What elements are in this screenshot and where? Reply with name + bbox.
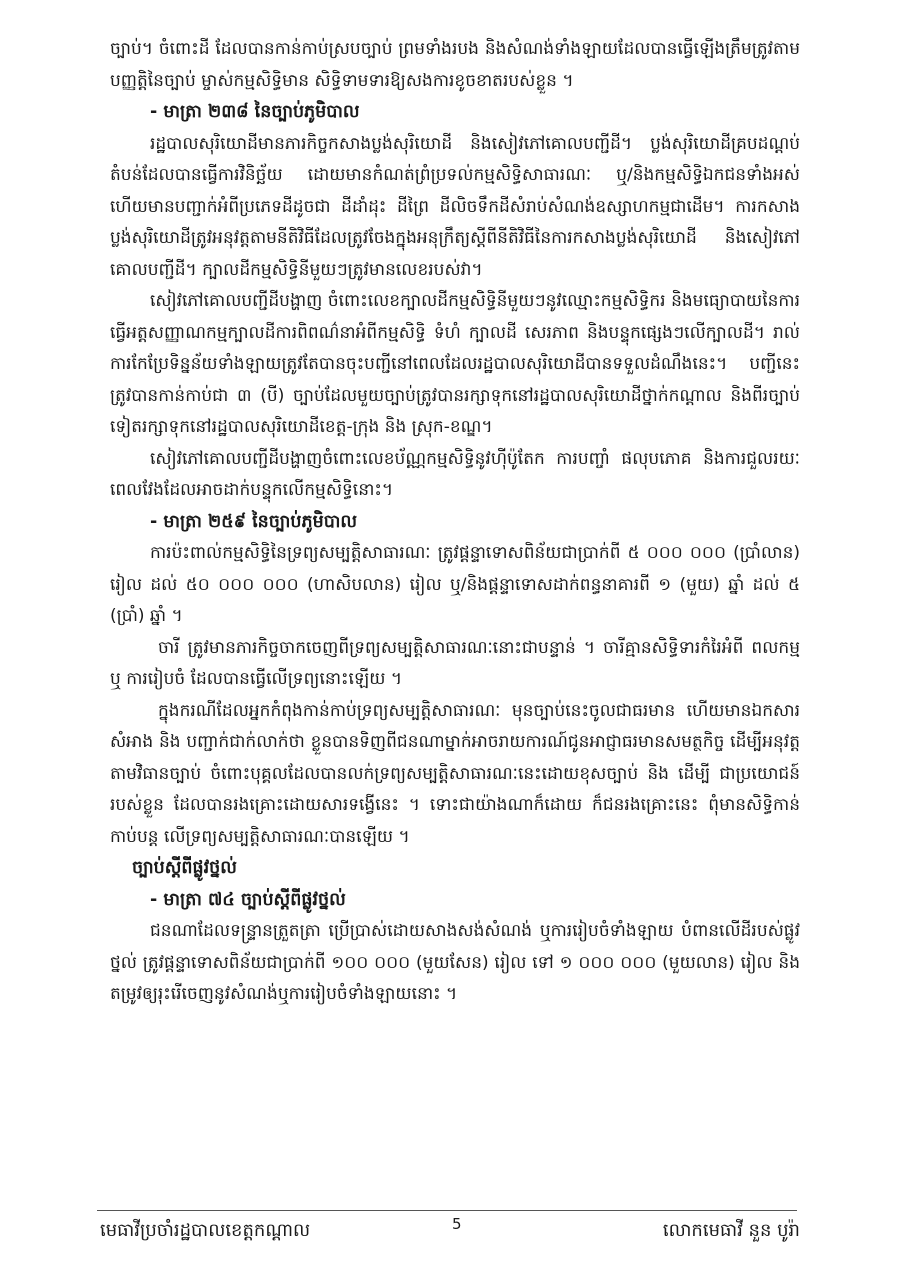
footer-divider [97, 1210, 797, 1211]
page-body [110, 34, 800, 1011]
road-law-heading: ច្បាប់ស្តីពីផ្លូវថ្នល់ [132, 858, 237, 878]
paragraph-road-encroachment: ជនណាដែលទន្ទ្រានត្រួតត្រា ប្រើប្រាស់ដោយសាងសង់សំណង់ ឬការរៀបចំទាំងឡាយ បំពានលើដីរបស់ផ្លូវថ្នល់ ត្រូវផ្តន្ទាទោសពិន័យជាប្រាក់ពី ១០០ ០០០ (មួយសែន) រៀល ទៅ ១ ០០០ ០០០ (មួយលាន) រៀល និងតម្រូវឲ្យរុះរើចេញនូវសំណង់ឬការរៀបចំទាំងឡាយនោះ ។ [110, 921, 800, 1004]
article-238-heading: - មាត្រា ២៣៨ នៃច្បាប់ភូមិបាល [150, 102, 360, 122]
page-number: 5 [452, 1215, 462, 1233]
paragraph-cadastral-plan: រដ្ឋបាលសុរិយោដីមានភារកិច្ចកសាងប្លង់សុរិយោដី និងសៀវភៅគោលបញ្ជីដី។ ប្លង់សុរិយោដីគ្របដណ្តប់តំបន់ដែលបានធ្វើការវិនិច្ឆ័យ ដោយមានកំណត់ព្រំប្រទល់កម្មសិទ្ធិសាធារណៈ ឬ/និងកម្មសិទ្ធិឯកជនទាំងអស់ ហើយមានបញ្ជាក់អំពីប្រភេទដីដូចជា ដីដាំដុះ ដីព្រៃ ដីលិចទឹកដីសំរាប់សំណង់ឧស្សាហកម្មជាដើម។ ការកសាងប្លង់សុរិយោដីត្រូវអនុវត្តតាមនីតិវិធីដែលត្រូវចែងក្នុងអនុក្រឹត្យស្តីពីនីតិវិធីនៃការកសាងប្លង់សុរិយោដី និងសៀវភៅគោលបញ្ជីដី។ ក្បាលដីកម្មសិទ្ធិនីមួយៗត្រូវមានលេខរបស់វា។ [110, 133, 800, 280]
paragraph-land-register-book: សៀវភៅគោលបញ្ជីដីបង្ហាញ ចំពោះលេខក្បាលដីកម្មសិទ្ធិនីមួយៗនូវឈ្មោះកម្មសិទ្ធិករ និងមធ្យោបាយនៃការធ្វើអត្តសញ្ញាណកម្មក្បាលដីការពិពណ៌នាអំពីកម្មសិទ្ធិ ទំហំ ក្បាលដី សេរភាព និងបន្ទុកផ្សេងៗលើក្បាលដី។ រាល់ការកែប្រែទិន្នន័យទាំងឡាយត្រូវតែបានចុះបញ្ជីនៅពេលដែលរដ្ឋបាលសុរិយោដីបានទទួលដំណឹងនេះ។ បញ្ជីនេះ ត្រូវបានកាន់កាប់ជា ៣ (បី) ច្បាប់ដែលមួយច្បាប់ត្រូវបានរក្សាទុកនៅរដ្ឋបាលសុរិយោដីថ្នាក់កណ្តាល និងពីរច្បាប់ទៀតរក្សាទុកនៅរដ្ឋបាលសុរិយោដីខេត្ត-ក្រុង និង ស្រុក-ខណ្ឌ។ [110, 291, 800, 437]
footer-right-text: លោកមេធាវី នួន បូរ៉ា [662, 1220, 800, 1241]
paragraph-prior-occupant: ក្នុងករណីដែលអ្នកកំពុងកាន់កាប់ទ្រព្យសម្បត្តិសាធារណៈ មុនច្បាប់នេះចូលជាធរមាន ហើយមានឯកសារសំអាង និង បញ្ជាក់ជាក់លាក់ថា ខ្លួនបានទិញពីជនណាម្នាក់អាចរាយការណ៍ជូនអាជ្ញាធរមានសមត្ថកិច្ច ដើម្បីអនុវត្តតាមវិធានច្បាប់ ចំពោះបុគ្គលដែលបានលក់ទ្រព្យសម្បត្តិសាធារណៈនេះដោយខុសច្បាប់ និង ដើម្បី ជាប្រយោជន៍របស់ខ្លួន ដែលបានរងគ្រោះដោយសារទង្វើនេះ ។ ទោះជាយ៉ាងណាក៏ដោយ ក៏ជនរងគ្រោះនេះ ពុំមានសិទ្ធិកាន់កាប់បន្ត លើទ្រព្យសម្បត្តិសាធារណៈបានឡើយ ។ [110, 700, 800, 847]
paragraph-land-register-encumbrances: សៀវភៅគោលបញ្ជីដីបង្ហាញចំពោះលេខប័ណ្ណកម្មសិទ្ធិនូវហ៊ីប៉ូតែក ការបញ្ចាំ ផលុបភោគ និងការជួលរយៈពេលវែងដែលអាចដាក់បន្ទុកលើកម្មសិទ្ធិនោះ។ [110, 448, 800, 500]
footer-left-text: មេធាវីប្រចាំរដ្ឋបាលខេត្តកណ្តាល [100, 1220, 311, 1241]
paragraph-continuation: ច្បាប់។ ចំពោះដី ដែលបានកាន់កាប់ស្របច្បាប់ ព្រមទាំងរបង និងសំណង់ទាំងឡាយដែលបានធ្វើឡើងត្រឹមត្រូវតាមបញ្ញត្តិនៃច្បាប់ ម្ចាស់កម្មសិទ្ធិមាន សិទ្ធិទាមទារឱ្យសងការខូចខាតរបស់ខ្លួន ។ [110, 39, 800, 91]
article-74-heading: - មាត្រា ៧៤ ច្បាប់ស្តីពីផ្លូវថ្នល់ [150, 889, 346, 910]
article-259-heading: - មាត្រា ២៥៩ នៃច្បាប់ភូមិបាល [150, 511, 358, 532]
paragraph-occupant-leave: ចារី ត្រូវមានភារកិច្ចចាកចេញពីទ្រព្យសម្បត្តិសាធារណៈនោះជាបន្ទាន់ ។ ចារីគ្មានសិទ្ធិទារកំរៃអំពី ពលកម្ម ឬ ការរៀបចំ ដែលបានធ្វើលើទ្រព្យនោះឡើយ ។ [110, 637, 800, 689]
paragraph-public-property-penalty: ការប៉ះពាល់កម្មសិទ្ធិនៃទ្រព្យសម្បត្តិសាធារណៈ ត្រូវផ្តន្ទាទោសពិន័យជាប្រាក់ពី ៥ ០០០ ០០០ (ប្រាំលាន) រៀល ដល់ ៥០ ០០០ ០០០ (ហាសិបលាន) រៀល ឬ/និងផ្តន្ទាទោសដាក់ពន្ធនាគារពី ១ (មួយ) ឆ្នាំ ដល់ ៥ (ប្រាំ) ឆ្នាំ ។ [110, 543, 800, 626]
